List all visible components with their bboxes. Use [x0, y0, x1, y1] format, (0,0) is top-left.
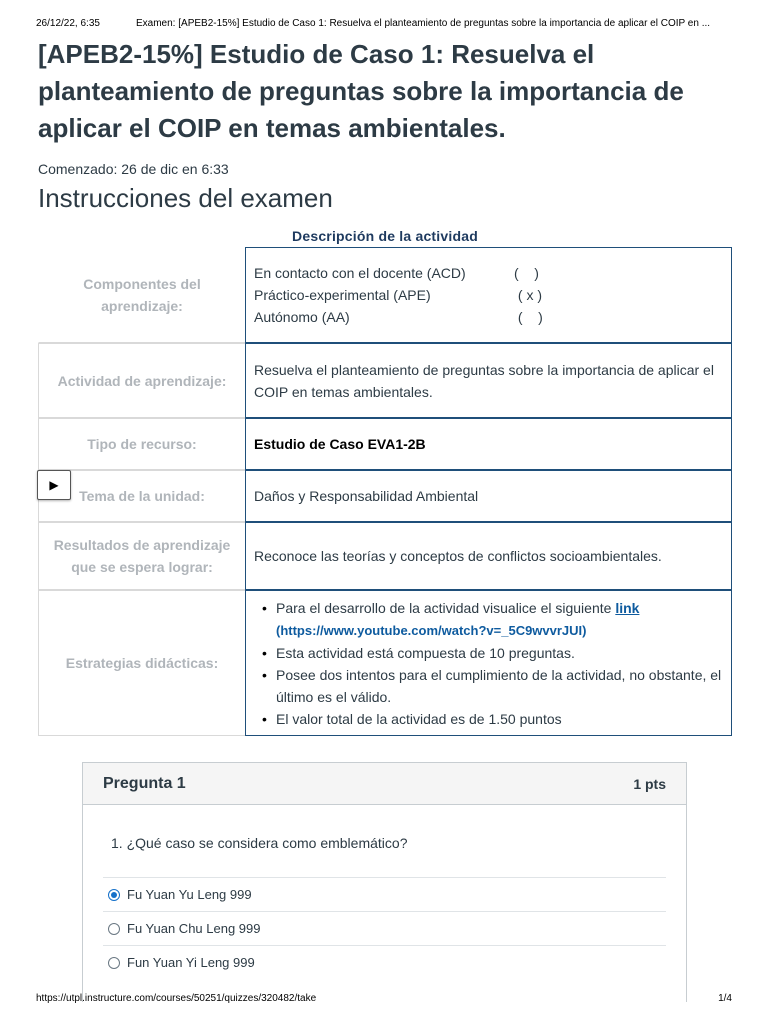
print-footer [36, 993, 732, 1004]
table-row-components [38, 247, 732, 343]
answer-list [103, 877, 666, 979]
radio-selected[interactable] [108, 889, 120, 901]
page-title: [APEB2-15%] Estudio de Caso 1: Resuelva el planteamiento de preguntas sobre la importancia de aplicar el COIP en temas ambientales. [38, 39, 684, 143]
play-icon: ▶ [49, 478, 59, 492]
radio-unselected[interactable] [108, 957, 120, 969]
question-card [82, 762, 687, 1002]
component-name: Práctico-experimental (APE) [254, 287, 431, 303]
table-row-strategies [38, 590, 732, 736]
video-link[interactable]: link [615, 599, 640, 616]
results-value: Reconoce las teorías y conceptos de conflictos socioambientales. [245, 522, 732, 590]
table-row-unit [38, 470, 732, 522]
print-date: 26/12/22, 6:35 [36, 18, 100, 29]
question-text: 1. ¿Qué caso se considera como emblemático? [111, 835, 408, 851]
strategies-value [245, 590, 732, 736]
question-points: 1 pts [633, 775, 666, 792]
print-header [36, 18, 732, 29]
strategies-label: Estrategias didácticas: [38, 590, 245, 736]
unit-value: Daños y Responsabilidad Ambiental [245, 470, 732, 522]
answer-label: Fu Yuan Chu Leng 999 [127, 921, 261, 936]
activity-value: Resuelva el planteamiento de preguntas sobre la importancia de aplicar el COIP en temas ambientales. [245, 343, 732, 418]
strategies-list [254, 597, 723, 730]
strategy-item: • El valor total de la actividad es de 1.50 puntos [258, 708, 723, 730]
strategy-item: • Posee dos intentos para el cumplimiento de la actividad, no obstante, el último es el válido. [258, 664, 723, 708]
component-mark: ( ) [514, 309, 543, 325]
answer-option[interactable] [103, 877, 666, 911]
resource-value [245, 418, 732, 470]
instructions-title: Instrucciones del examen [38, 183, 333, 213]
components-value [245, 247, 732, 343]
radio-unselected[interactable] [108, 923, 120, 935]
table-row-activity [38, 343, 732, 418]
resource-label: Tipo de recurso: [38, 418, 245, 470]
component-name: En contacto con el docente (ACD) [254, 265, 466, 281]
footer-url: https://utpl.instructure.com/courses/50251/quizzes/320482/take [36, 993, 317, 1004]
component-name: Autónomo (AA) [254, 309, 350, 325]
component-mark: ( x ) [514, 287, 542, 303]
component-line [254, 262, 723, 284]
strategy-text: Para el desarrollo de la actividad visualice el siguiente [276, 599, 616, 616]
component-line [254, 306, 723, 328]
video-url[interactable]: (https://www.youtube.com/watch?v=_5C9wvvrJUI) [276, 622, 587, 638]
component-mark: ( ) [514, 265, 539, 281]
answer-label: Fun Yuan Yi Leng 999 [127, 955, 255, 970]
question-header [83, 763, 686, 805]
resource-value-text: Estudio de Caso EVA1-2B [254, 436, 426, 452]
answer-option[interactable] [103, 911, 666, 945]
print-title: Examen: [APEB2-15%] Estudio de Caso 1: Resuelva el planteamiento de preguntas sobre la importancia de aplicar el COIP en ... [136, 18, 711, 29]
play-button[interactable] [37, 470, 71, 500]
strategy-item [258, 597, 723, 642]
table-row-resource [38, 418, 732, 470]
question-name: Pregunta 1 [103, 774, 186, 792]
strategy-item: • Esta actividad está compuesta de 10 preguntas. [258, 642, 723, 664]
started-time: Comenzado: 26 de dic en 6:33 [38, 161, 229, 177]
footer-page: 1/4 [718, 993, 732, 1004]
table-caption: Descripción de la actividad [292, 228, 478, 244]
answer-label: Fu Yuan Yu Leng 999 [127, 887, 252, 902]
component-line [254, 284, 723, 306]
table-row-results [38, 522, 732, 590]
unit-label: Tema de la unidad: [38, 470, 245, 522]
results-label: Resultados de aprendizaje que se espera lograr: [38, 522, 245, 590]
answer-option[interactable] [103, 945, 666, 979]
components-label: Componentes del aprendizaje: [38, 247, 245, 343]
activity-label: Actividad de aprendizaje: [38, 343, 245, 418]
